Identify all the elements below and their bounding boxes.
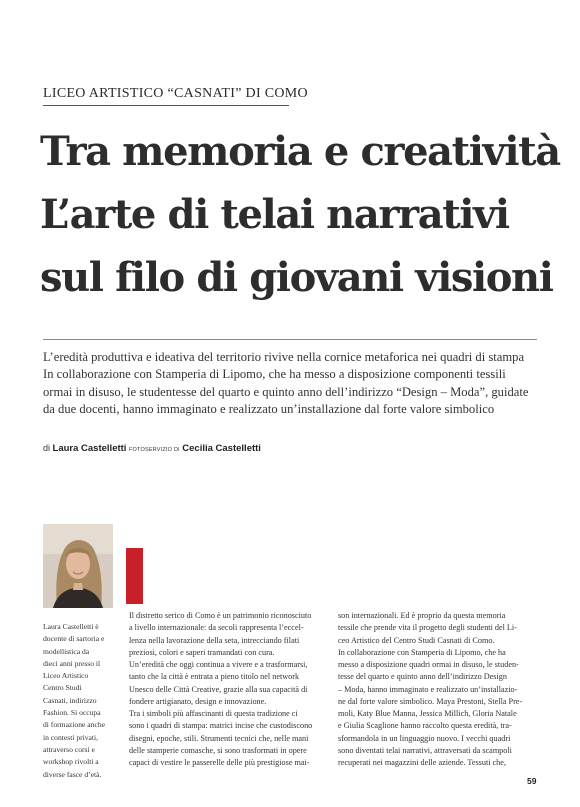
bio-line: Liceo Artistico [43, 671, 89, 681]
byline-photo-label: FOTOSERVIZIO DI [128, 447, 180, 453]
article-deck [43, 349, 543, 419]
section-kicker: LICEO ARTISTICO “CASNATI” DI COMO [43, 86, 308, 101]
deck-line: da due docenti, hanno immaginato e realizzato un’installazione dal forte valore simbolico [43, 402, 495, 417]
body-line: sono i quadri di stampa: matrici incise che custodiscono [129, 721, 313, 731]
bio-line: Laura Castelletti è [43, 622, 99, 631]
headline-line-3: sul filo di giovani visioni [40, 254, 553, 301]
body-line: preziosi, colori e saperi tramandati con cura. [129, 647, 275, 657]
article-headline [40, 120, 560, 309]
bio-line: attraverso corsi e [43, 744, 95, 754]
body-line: moli, Katy Blue Manna, Jessica Millich, Gloria Natale [338, 709, 517, 718]
headline-line-1: Tra memoria e creatività [40, 128, 560, 175]
deck-line: ormai in disuso, le studentesse del quarto e quinto anno dell’indirizzo “Design – Moda”, guidate [43, 384, 529, 399]
body-line: disegni, epoche, stili. Strumenti tecnici che, nelle mani [129, 733, 309, 743]
body-line: lenza nella lavorazione della seta, intrecciando filati [129, 635, 300, 645]
body-line: Un’eredità che oggi continua a vivere e a trasformarsi, [129, 660, 308, 669]
body-line: a livello internazionale: da secoli rappresenta l’eccel- [129, 623, 304, 633]
body-line: In collaborazione con Stamperia di Lipomo, che ha [338, 647, 506, 657]
author-bio [43, 621, 121, 781]
body-line: ne dal forte valore simbolico. Maya Prestoni, Stella Pre- [338, 696, 523, 706]
bio-line: docente di sartoria e [43, 634, 105, 644]
body-line: delle stamperie comasche, si sono trasformati in opere [129, 745, 307, 755]
byline-photographer: Cecilia Castelletti [182, 443, 261, 454]
body-line: Unesco delle Città Creative, grazie alla sua capacità di [129, 684, 308, 694]
body-line: fondere artigianato, design e innovazione. [129, 696, 267, 706]
body-line: – Moda, hanno immaginato e realizzato un’installazio- [338, 684, 518, 694]
body-column-1 [129, 610, 333, 769]
body-line: ceo Artistico del Centro Studi Casnati di Como. [338, 635, 495, 645]
byline [43, 443, 261, 454]
body-line: son internazionali. Ed è proprio da questa memoria [338, 611, 506, 620]
body-line: sformandola in un linguaggio nuovo. I vecchi quadri [338, 733, 511, 743]
body-column-2 [338, 610, 541, 769]
body-line: recuperati nei magazzini delle aziende. Tessuti che, [338, 758, 506, 767]
bio-line: di formazione anche [43, 720, 105, 730]
bio-line: workshop rivolti a [43, 757, 99, 767]
body-line: messo a disposizione quadri ormai in disuso, le studen- [338, 660, 519, 669]
body-line: capaci di vestire le passerelle delle più prestigiose mai- [129, 758, 310, 767]
headline-line-2: L’arte di telai narrativi [40, 191, 509, 238]
body-line: tanto che la città è entrata a pieno titolo nel network [129, 672, 300, 682]
bio-line: modellistica da [43, 646, 90, 656]
bio-line: diverse fasce d’età. [43, 769, 102, 779]
deck-divider [43, 339, 537, 340]
kicker-underline [43, 105, 289, 106]
drop-cap-i [126, 548, 143, 604]
deck-line: L’eredità produttiva e ideativa del territorio rivive nella cornice metaforica nei quadri di stampa [43, 350, 525, 364]
body-line: tessile che prende vita il progetto degli studenti del Li- [338, 623, 517, 633]
bio-line: dieci anni presso il [43, 658, 101, 668]
bio-line: in contesti privati, [43, 732, 99, 742]
author-photo [43, 524, 113, 608]
author-portrait-image [43, 524, 113, 608]
deck-line: In collaborazione con Stamperia di Lipomo, che ha messo a disposizione componenti tessili [43, 367, 506, 382]
page-number: 59 [527, 776, 537, 786]
byline-prefix: di [43, 443, 51, 453]
body-line: Il distretto serico di Como è un patrimonio riconosciuto [129, 611, 312, 620]
body-line: e Giulia Scaglione hanno raccolto questa eredità, tra- [338, 721, 512, 731]
byline-author: Laura Castelletti [52, 443, 127, 454]
bio-line: Casnati, indirizzo [43, 695, 97, 705]
body-line: tesse del quarto e quinto anno dell’indirizzo Design [338, 672, 507, 682]
bio-line: Centro Studi [43, 683, 82, 693]
body-line: Tra i simboli più affascinanti di questa tradizione ci [129, 709, 298, 718]
bio-line: Fashion. Si occupa [43, 708, 101, 718]
body-line: sono diventati telai narrativi, attraversati da scampoli [338, 745, 512, 755]
